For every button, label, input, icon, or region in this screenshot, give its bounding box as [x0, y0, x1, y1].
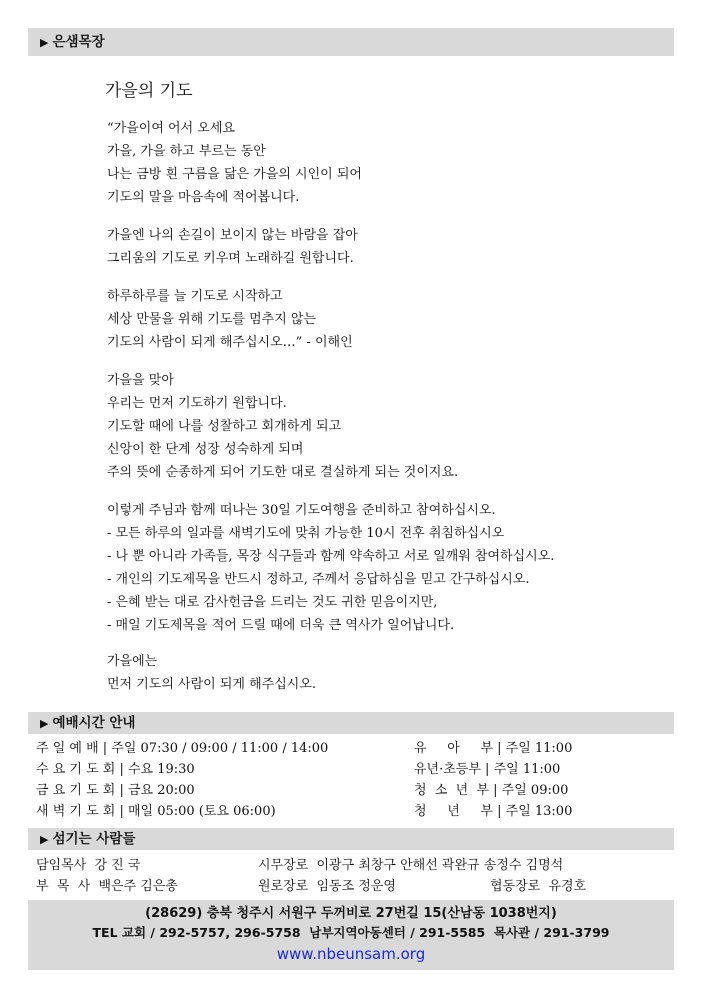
triangle-right-icon: ▶: [40, 36, 49, 49]
section-header-worship-times: [28, 712, 674, 734]
poem-line: 우리는 먼저 기도하기 원합니다.: [107, 396, 287, 411]
poem-line: 주의 뜻에 순종하게 되어 기도한 대로 결실하게 되는 것이지요.: [107, 465, 459, 480]
worship-schedule-right: [414, 738, 572, 822]
poem-line: 세상 만물을 위해 기도를 멈추지 않는: [107, 312, 317, 327]
schedule-row: 유 아 부 | 주일 11:00: [414, 741, 573, 756]
poem-line: 가을엔 나의 손길이 보이지 않는 바람을 잡아: [107, 228, 358, 243]
staff-row: 원로장로 임동조 정운영: [258, 879, 396, 894]
church-contact-footer: [28, 900, 674, 970]
staff-row: 협동장로 유경호: [490, 879, 587, 894]
schedule-row: 청 소 년 부 | 주일 09:00: [414, 783, 569, 798]
section-header-eunsam: [28, 28, 674, 56]
article-body: [107, 117, 667, 696]
poem-line: 그리움의 기도로 키우며 노래하길 원합니다.: [107, 251, 354, 266]
staff-col-associate: [490, 876, 586, 897]
poem-line: - 나 뿐 아니라 가족들, 목장 식구들과 함께 약속하고 서로 일깨워 참여하십시오.: [107, 549, 555, 564]
poem-line: 나는 금방 흰 구름을 닮은 가을의 시인이 되어: [107, 167, 362, 182]
poem-line: 가을을 맞아: [107, 373, 174, 388]
staff-row: 담임목사 강 진 국: [36, 858, 141, 873]
triangle-right-icon: ▶: [40, 717, 49, 730]
church-website-link[interactable]: www.nbeunsam.org: [276, 945, 426, 963]
poem-line: - 모든 하루의 일과를 새벽기도에 맞춰 가능한 10시 전후 취침하십시오: [107, 526, 505, 541]
poem-line: - 은혜 받는 대로 감사헌금을 드리는 것도 귀한 믿음이지만,: [107, 595, 438, 610]
poem-line: 기도의 말을 마음속에 적어봅니다.: [107, 190, 300, 205]
triangle-right-icon: ▶: [40, 833, 49, 846]
worship-schedule-left: [36, 738, 328, 822]
staff-col-pastors: [36, 855, 178, 897]
poem-line: 이렇게 주님과 함께 떠나는 30일 기도여행을 준비하고 참여하십시오.: [107, 503, 496, 518]
poem-line: 가을, 가을 하고 부르는 동안: [107, 144, 266, 159]
schedule-row: 금 요 기 도 회 | 금요 20:00: [36, 783, 195, 798]
poem-line: 신앙이 한 단계 성장 성숙하게 되며: [107, 442, 304, 457]
article-title: 가을의 기도: [105, 81, 193, 101]
poem-line: “가을이여 어서 오세요: [107, 121, 235, 136]
church-address: (28629) 충북 청주시 서원구 두꺼비로 27번길 15(산남동 1038번지): [145, 906, 557, 921]
staff-row: 시무장로 이광구 최창구 안해선 곽완규 송정수 김명석: [258, 858, 564, 873]
poem-line: - 개인의 기도제목을 반드시 정하고, 주께서 응답하심을 믿고 간구하십시오.: [107, 572, 530, 587]
poem-line: 기도할 때에 나를 성찰하고 회개하게 되고: [107, 419, 342, 434]
poem-line: 가을에는: [107, 654, 158, 669]
section-header-staff: [28, 828, 674, 850]
schedule-row: 주 일 예 배 | 주일 07:30 / 09:00 / 11:00 / 14:00: [36, 741, 329, 756]
schedule-row: 유년·초등부 | 주일 11:00: [414, 762, 561, 777]
poem-line: 기도의 사람이 되게 해주십시오…” - 이해인: [107, 335, 353, 350]
section-title: 은샘목장: [52, 34, 105, 50]
poem-line: - 매일 기도제목을 적어 드릴 때에 더욱 큰 역사가 일어납니다.: [107, 618, 455, 633]
staff-row: 부 목 사 백은주 김은총: [36, 879, 178, 894]
church-phone: TEL 교회 / 292-5757, 296-5758 남부지역아동센터 / 291-5585 목사관 / 291-3799: [92, 925, 610, 940]
schedule-row: 청 년 부 | 주일 13:00: [414, 804, 573, 819]
poem-line: 먼저 기도의 사람이 되게 해주십시오.: [107, 677, 317, 692]
schedule-row: 새 벽 기 도 회 | 매일 05:00 (토요 06:00): [36, 804, 276, 819]
section-title: 섬기는 사람들: [52, 831, 136, 847]
schedule-row: 수 요 기 도 회 | 수요 19:30: [36, 762, 195, 777]
section-title: 예배시간 안내: [52, 715, 136, 731]
poem-line: 하루하루를 늘 기도로 시작하고: [107, 289, 283, 304]
